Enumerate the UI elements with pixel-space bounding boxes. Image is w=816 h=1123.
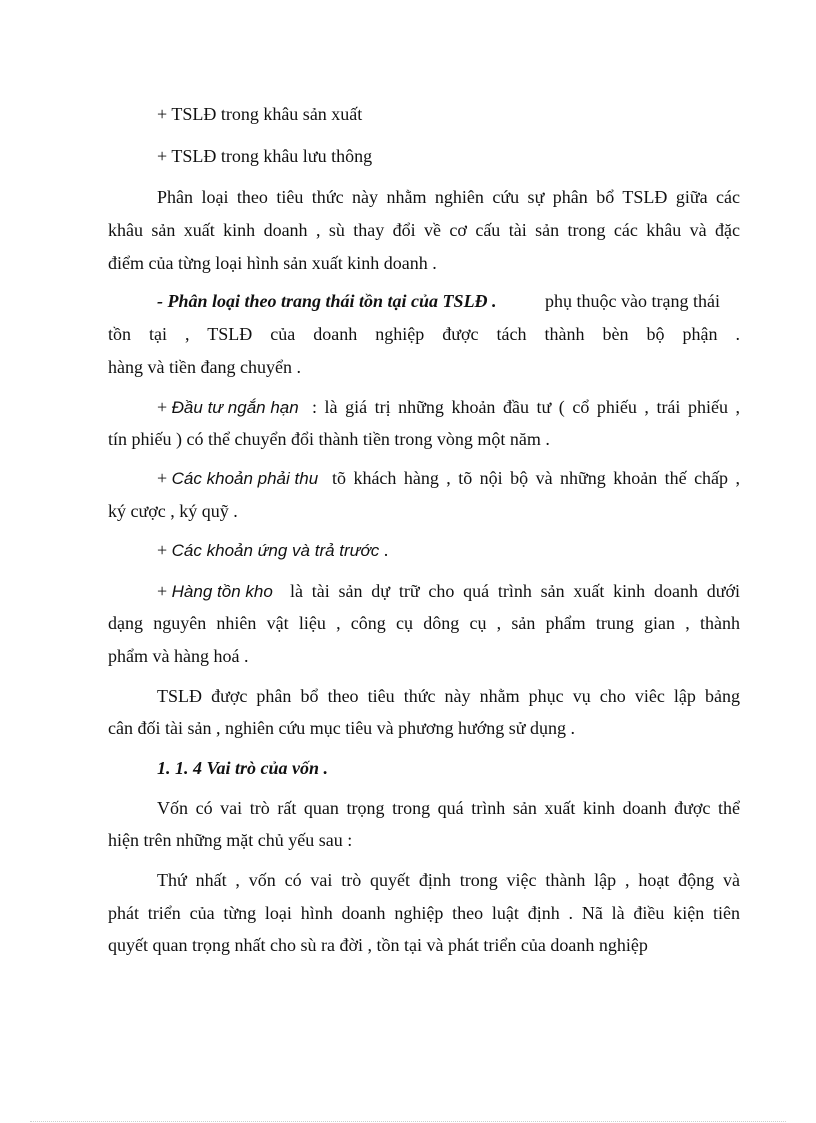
term-label: Đầu tư ngắn hạn bbox=[171, 398, 299, 417]
text-line: TSLĐ được phân bổ theo tiêu thức này nhằm phục vụ cho viêc lập bảng bbox=[157, 686, 740, 706]
page-bottom-rule bbox=[30, 1121, 786, 1122]
text-line: dạng nguyên nhiên vật liệu , công cụ dông cụ , sản phẩm trung gian , thành bbox=[108, 613, 740, 633]
text-line: : là giá trị những khoản đầu tư ( cổ phiếu , trái phiếu , bbox=[312, 397, 740, 417]
text-line: + Hàng tồn kho bbox=[157, 581, 273, 601]
text-line: quyết quan trọng nhất cho sù ra đời , tồn tại và phát triển của doanh nghiệp bbox=[108, 935, 648, 955]
text-line: Phân loại theo tiêu thức này nhằm nghiên cứu sự phân bổ TSLĐ giữa các bbox=[157, 187, 740, 207]
text-line: tín phiếu ) có thể chuyển đổi thành tiền trong vòng một năm . bbox=[108, 429, 550, 449]
text-line: khâu sản xuất kinh doanh , sù thay đổi về cơ cấu tài sản trong các khâu và đặc bbox=[108, 220, 740, 240]
text-line: + TSLĐ trong khâu lưu thông bbox=[157, 146, 373, 166]
text-line: + Các khoản ứng và trả trước . bbox=[157, 540, 389, 560]
section-subheading bbox=[157, 290, 497, 312]
text-line: + Các khoản phải thu bbox=[157, 468, 319, 488]
text-line: hàng và tiền đang chuyển . bbox=[108, 357, 301, 377]
term-label: Các khoản phải thu bbox=[171, 469, 319, 488]
text-line: Vốn có vai trò rất quan trọng trong quá trình sản xuất kinh doanh được thể bbox=[157, 798, 740, 818]
text-line: cân đối tài sản , nghiên cứu mục tiêu và phương hướng sử dụng . bbox=[108, 718, 575, 738]
text-line: Thứ nhất , vốn có vai trò quyết định trong việc thành lập , hoạt động và bbox=[157, 870, 740, 890]
term-label: Hàng tồn kho bbox=[171, 582, 273, 601]
text-line: + TSLĐ trong khâu sản xuất bbox=[157, 104, 363, 124]
text-line: tõ khách hàng , tõ nội bộ và những khoản thế chấp , bbox=[332, 468, 740, 488]
subheading-label: - Phân loại theo trang thái tồn tại của TSLĐ . bbox=[157, 291, 497, 311]
text-line: là tài sản dự trữ cho quá trình sản xuất kinh doanh dưới bbox=[290, 581, 740, 601]
text-line: phát triển của từng loại hình doanh nghiệp theo luật định . Nã là điều kiện tiên bbox=[108, 903, 740, 923]
text-line: hiện trên những mặt chủ yếu sau : bbox=[108, 830, 353, 850]
section-heading: 1. 1. 4 Vai trò của vốn . bbox=[157, 758, 329, 778]
text-punct: . bbox=[383, 540, 389, 560]
text-line: tồn tại , TSLĐ của doanh nghiệp được tách thành bèn bộ phận . bbox=[108, 324, 740, 344]
text-line: phẩm và hàng hoá . bbox=[108, 646, 249, 666]
text-line: phụ thuộc vào trạng thái bbox=[545, 291, 720, 311]
text-line: + Đầu tư ngắn hạn bbox=[157, 397, 299, 417]
text-line: điểm của từng loại hình sản xuất kinh doanh . bbox=[108, 253, 437, 273]
term-label: Các khoản ứng và trả trước bbox=[171, 541, 380, 560]
text-line: ký cược , ký quỹ . bbox=[108, 501, 238, 521]
